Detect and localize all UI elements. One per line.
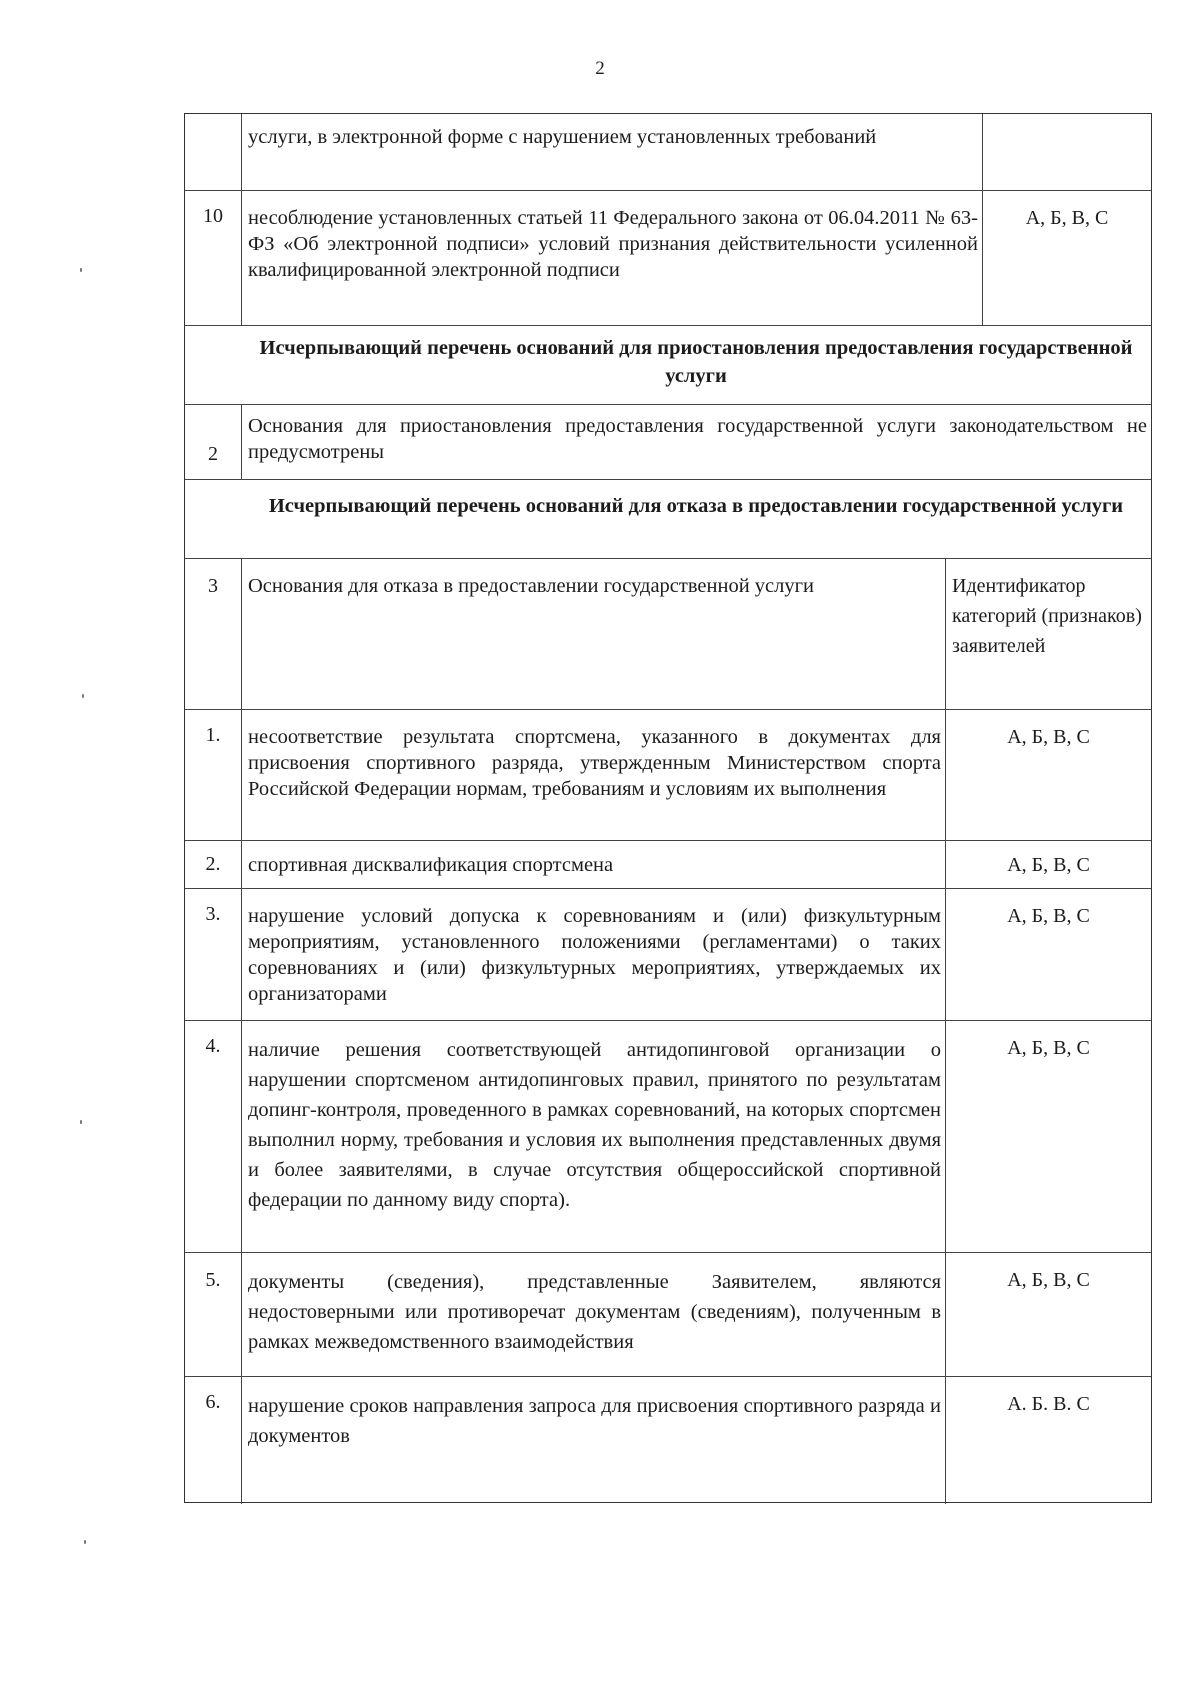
section-heading-row — [185, 326, 1151, 405]
requirements-table — [184, 113, 1152, 1503]
row-number: 5. — [205, 1269, 221, 1291]
scan-speck — [80, 268, 82, 272]
applicant-category-codes: А, Б, В, С — [982, 191, 1151, 325]
applicant-category-codes: А, Б, В, С — [945, 1021, 1151, 1252]
table-row — [185, 114, 1151, 191]
section-heading-row — [185, 480, 1151, 559]
row-text: Основания для отказа в предоставлении государственной услуги — [241, 559, 945, 709]
row-number: 6. — [205, 1391, 221, 1413]
row-number: 10 — [203, 205, 223, 227]
row-number — [185, 114, 241, 190]
applicant-category-codes: А, Б, В, С — [945, 889, 1151, 1020]
applicant-category-codes: А. Б. В. С — [945, 1377, 1151, 1504]
applicant-category-codes — [982, 114, 1151, 190]
scan-speck — [84, 1540, 86, 1544]
row-number: 2. — [205, 853, 221, 875]
applicant-category-codes: А, Б, В, С — [945, 841, 1151, 888]
row-text: документы (сведения), представленные Заявителем, являются недостоверными или противоречат документам (сведениям), полученным в рамках межведомственного взаимодействия — [241, 1253, 945, 1376]
row-text: Основания для приостановления предоставления государственной услуги законодательством не предусмотрены — [241, 405, 1151, 479]
table-row — [185, 710, 1151, 841]
section-heading: Исчерпывающий перечень оснований для приостановления предоставления государственной услуги — [259, 337, 1133, 387]
row-text: услуги, в электронной форме с нарушением установленных требований — [241, 114, 982, 190]
scan-speck — [82, 694, 84, 698]
table-row — [185, 841, 1151, 889]
row-number: 2 — [208, 443, 218, 465]
table-row — [185, 1021, 1151, 1253]
row-number: 1. — [205, 724, 221, 746]
page-number: 2 — [595, 58, 605, 79]
row-text: спортивная дисквалификация спортсмена — [241, 841, 945, 888]
row-text: нарушение условий допуска к соревнованиям и (или) физкультурным мероприятиям, установленного положениями (регламентами) о таких соревнованиях и (или) физкультурных мероприятиях, утверждаемых их организаторами — [241, 889, 945, 1020]
applicant-category-codes: А, Б, В, С — [945, 710, 1151, 840]
table-row — [185, 1253, 1151, 1377]
scan-speck — [80, 1120, 82, 1124]
row-text: несоответствие результата спортсмена, указанного в документах для присвоения спортивного разряда, утвержденным Министерством спорта Российской Федерации нормам, требованиям и условиям их выполнения — [241, 710, 945, 840]
table-row — [185, 191, 1151, 326]
row-number: 3. — [205, 903, 221, 925]
table-row — [185, 889, 1151, 1021]
row-text: наличие решения соответствующей антидопинговой организации о нарушении спортсменом антидопинговых правил, принятого по результатам допинг-контроля, проведенного в рамках соревнований, на которых спортсмен выполнил норму, требования и условия их выполнения представленных двумя и более заявителями, в случае отсутствия общероссийской спортивной федерации по данному виду спорта). — [241, 1021, 945, 1252]
table-row — [185, 559, 1151, 710]
section-heading: Исчерпывающий перечень оснований для отказа в предоставлении государственной услуги — [268, 495, 1124, 517]
table-row — [185, 405, 1151, 480]
row-number: 3 — [208, 575, 218, 597]
row-number: 4. — [205, 1035, 221, 1057]
applicant-category-header: Идентификатор категорий (признаков) заявителей — [945, 559, 1151, 709]
row-text: нарушение сроков направления запроса для присвоения спортивного разряда и документов — [241, 1377, 945, 1504]
table-row — [185, 1377, 1151, 1504]
applicant-category-codes: А, Б, В, С — [945, 1253, 1151, 1376]
row-text: несоблюдение установленных статьей 11 Федерального закона от 06.04.2011 № 63-ФЗ «Об электронной подписи» условий признания действительности усиленной квалифицированной электронной подписи — [241, 191, 982, 325]
